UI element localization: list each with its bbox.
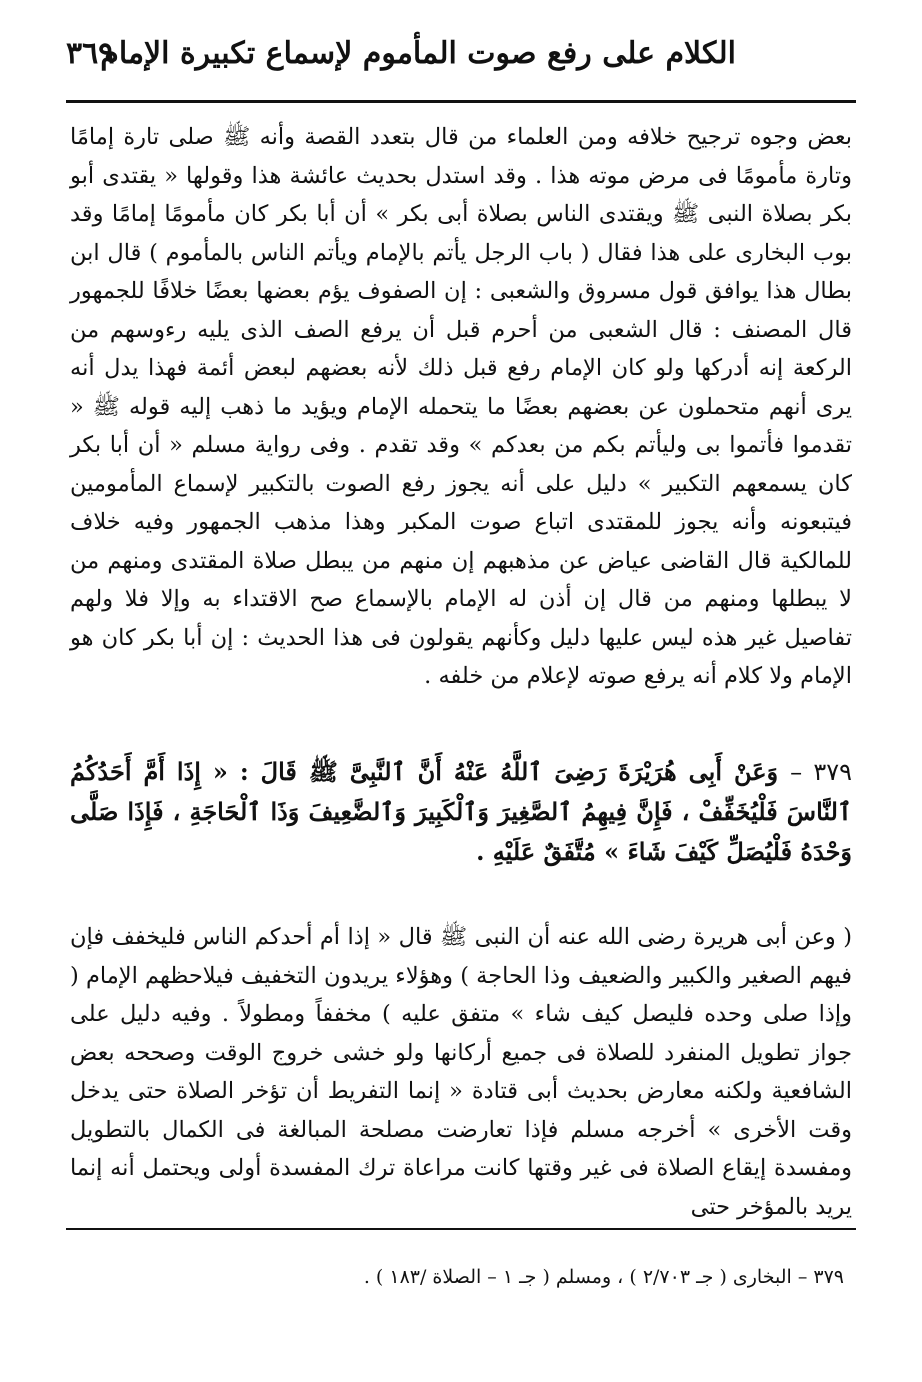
- page-number: ٣٦٩: [66, 36, 115, 71]
- hadith-paragraph: [70, 752, 852, 872]
- footnote-divider: [66, 1228, 856, 1230]
- hadith-number: ٣٧٩ –: [790, 758, 852, 786]
- footnote: ٣٧٩ – البخارى ( جـ ٢/٧٠٣ ) ، ومسلم ( جـ ١ – الصلاة /١٨٣ ) .: [363, 1266, 844, 1288]
- running-head: [66, 36, 856, 86]
- body-paragraph: بعض وجوه ترجيح خلافه ومن العلماء من قال بتعدد القصة وأنه ﷺ صلى تارة إمامًا وتارة مأمومًا فى مرض موته هذا . وقد استدل بحديث عائشة هذا وقولها « يقتدى أبو بكر بصلاة النبى ﷺ ويقتدى الناس بصلاة أبى بكر » أن أبا بكر كان مأمومًا إمامًا وقد بوب البخارى على هذا فقال ( باب الرجل يأتم بالإمام ويأتم الناس بالمأموم ) قال ابن بطال هذا يوافق قول مسروق والشعبى : إن الصفوف يؤم بعضها بعضًا خلافًا للجمهور قال المصنف : قال الشعبى من أحرم قبل أن يرفع الصف الذى يليه رءوسهم من الركعة إنه أدركها ولو كان الإمام رفع قبل ذلك لأنه بعضهم لبعض أئمة فهذا يدل أنه يرى أنهم متحملون عن بعضهم بعضًا ما يتحمله الإمام ويؤيد ما ذهب إليه قوله ﷺ « تقدموا فأتموا بى وليأتم بكم من بعدكم » وقد تقدم . وفى رواية مسلم « أن أبا بكر كان يسمعهم التكبير » دليل على أنه يجوز رفع الصوت بالتكبير لإسماع المأمومين فيتبعونه وأنه يجوز للمقتدى اتباع صوت المكبر وهذا مذهب الجمهور وفيه خلاف للمالكية قال القاضى عياض عن مذهبهم إن منهم من يبطل صلاة المقتدى ومنهم من لا يبطلها ومنهم من قال إن أذن له الإمام بالإسماع صح الاقتداء به وإلا فلا ولهم تفاصيل غير هذه ليس عليها دليل وكأنهم يقولون فى هذا الحديث : إن أبا بكر كان هو الإمام ولا كلام أنه يرفع صوته لإعلام من خلفه .: [70, 124, 852, 689]
- hadith-block: [70, 752, 852, 872]
- commentary: [70, 918, 852, 1226]
- commentary-paragraph: ( وعن أبى هريرة رضى الله عنه أن النبى ﷺ قال « إذا أم أحدكم الناس فليخفف فإن فيهم الصغير والكبير والضعيف وذا الحاجة ) وهؤلاء يريدون التخفيف فيلاحظهم الإمام ( وإذا صلى وحده فليصل كيف شاء » متفق عليه ) مخففاً ومطولاً . وفيه دليل على جواز تطويل المنفرد للصلاة فى جميع أركانها ولو خشى خروج الوقت وصححه بعض الشافعية ولكنه معارض بحديث أبى قتادة « إنما التفريط أن تؤخر الصلاة حتى يدخل وقت الأخرى » أخرجه مسلم فإذا تعارضت مصلحة المبالغة فى الكمال بالتطويل ومفسدة إيقاع الصلاة فى غير وقتها كانت مراعاة ترك المفسدة أولى ويحتمل أنه إنما يريد بالمؤخر حتى: [70, 924, 852, 1220]
- body-text: [70, 118, 852, 696]
- hadith-text: وَعَنْ أَبِى هُرَيْرَةَ رَضِىَ ٱللَّهُ عَنْهُ أَنَّ ٱلنَّبِىَّ ﷺ قَالَ : « إِذَا أَمَّ أَحَدُكُمُ ٱلنَّاسَ فَلْيُخَفِّفْ ، فَإِنَّ فِيهِمُ ٱلصَّغِيرَ وَٱلْكَبِيرَ وَٱلضَّعِيفَ وَذَا ٱلْحَاجَةِ ، فَإِذَا صَلَّى وَحْدَهُ فَلْيُصَلِّ كَيْفَ شَاءَ » مُتَّفَقٌ عَلَيْهِ .: [70, 757, 852, 866]
- running-title: الكلام على رفع صوت المأموم لإسماع تكبيرة الإمام: [100, 36, 736, 71]
- header-divider: [66, 100, 856, 103]
